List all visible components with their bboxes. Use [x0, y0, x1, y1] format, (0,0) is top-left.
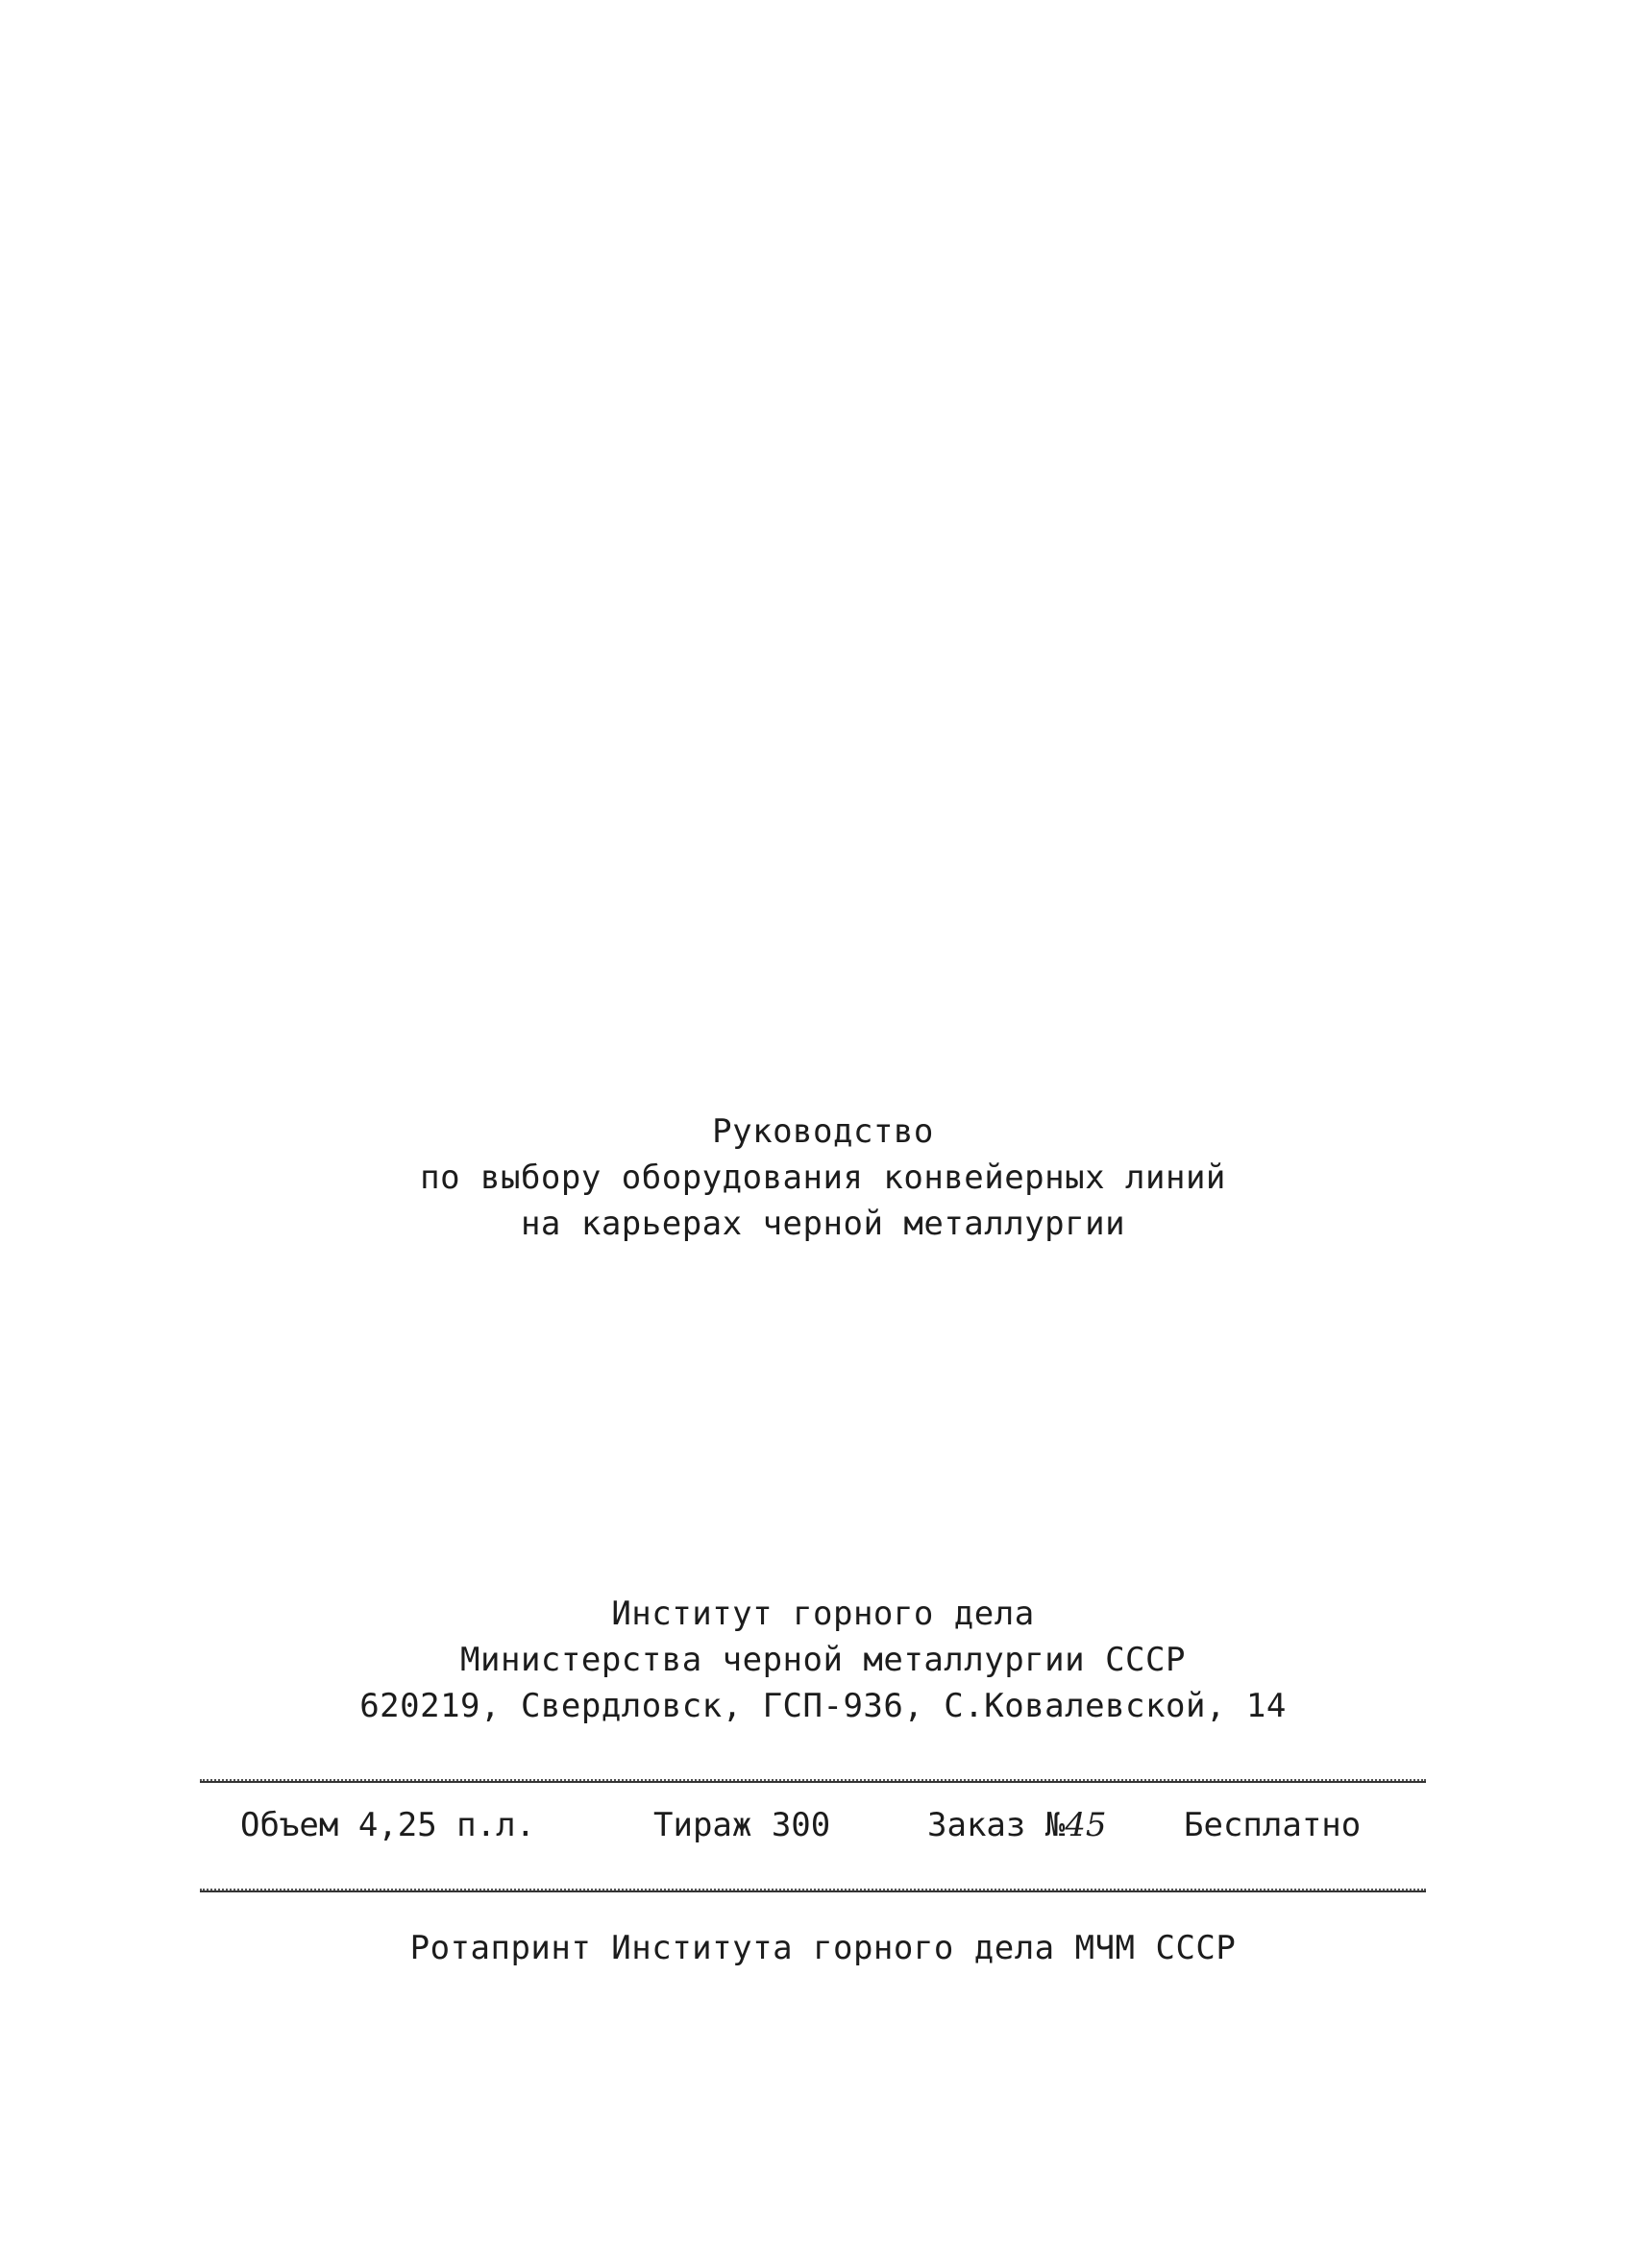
title-line-2: по выбору оборудования конвейерных линий	[420, 1158, 1226, 1197]
order-label: Заказ №	[927, 1806, 1066, 1844]
publisher-block	[0, 1595, 1646, 1725]
title-line-1: Руководство	[712, 1112, 934, 1151]
print-run-text: Тираж 300	[653, 1806, 831, 1844]
imprint-line	[0, 1806, 1646, 1854]
title-block	[0, 1112, 1646, 1243]
order-text	[927, 1806, 1107, 1844]
publisher-line-2: Министерства черной металлургии СССР	[460, 1641, 1186, 1679]
top-rule	[200, 1779, 1426, 1784]
footer-block	[0, 1929, 1646, 1967]
publisher-line-3: 620219, Свердловск, ГСП-936, С.Ковалевской, 14	[359, 1687, 1287, 1725]
bottom-rule	[200, 1889, 1426, 1893]
price-text: Бесплатно	[1184, 1806, 1362, 1844]
volume-text: Объем 4,25 п.л.	[240, 1806, 536, 1844]
title-line-3: на карьерах черной металлургии	[520, 1205, 1126, 1243]
order-number: 45	[1065, 1806, 1107, 1844]
printer-text: Ротапринт Института горного дела МЧМ СССР	[409, 1929, 1237, 1967]
publisher-line-1: Институт горного дела	[611, 1595, 1035, 1633]
